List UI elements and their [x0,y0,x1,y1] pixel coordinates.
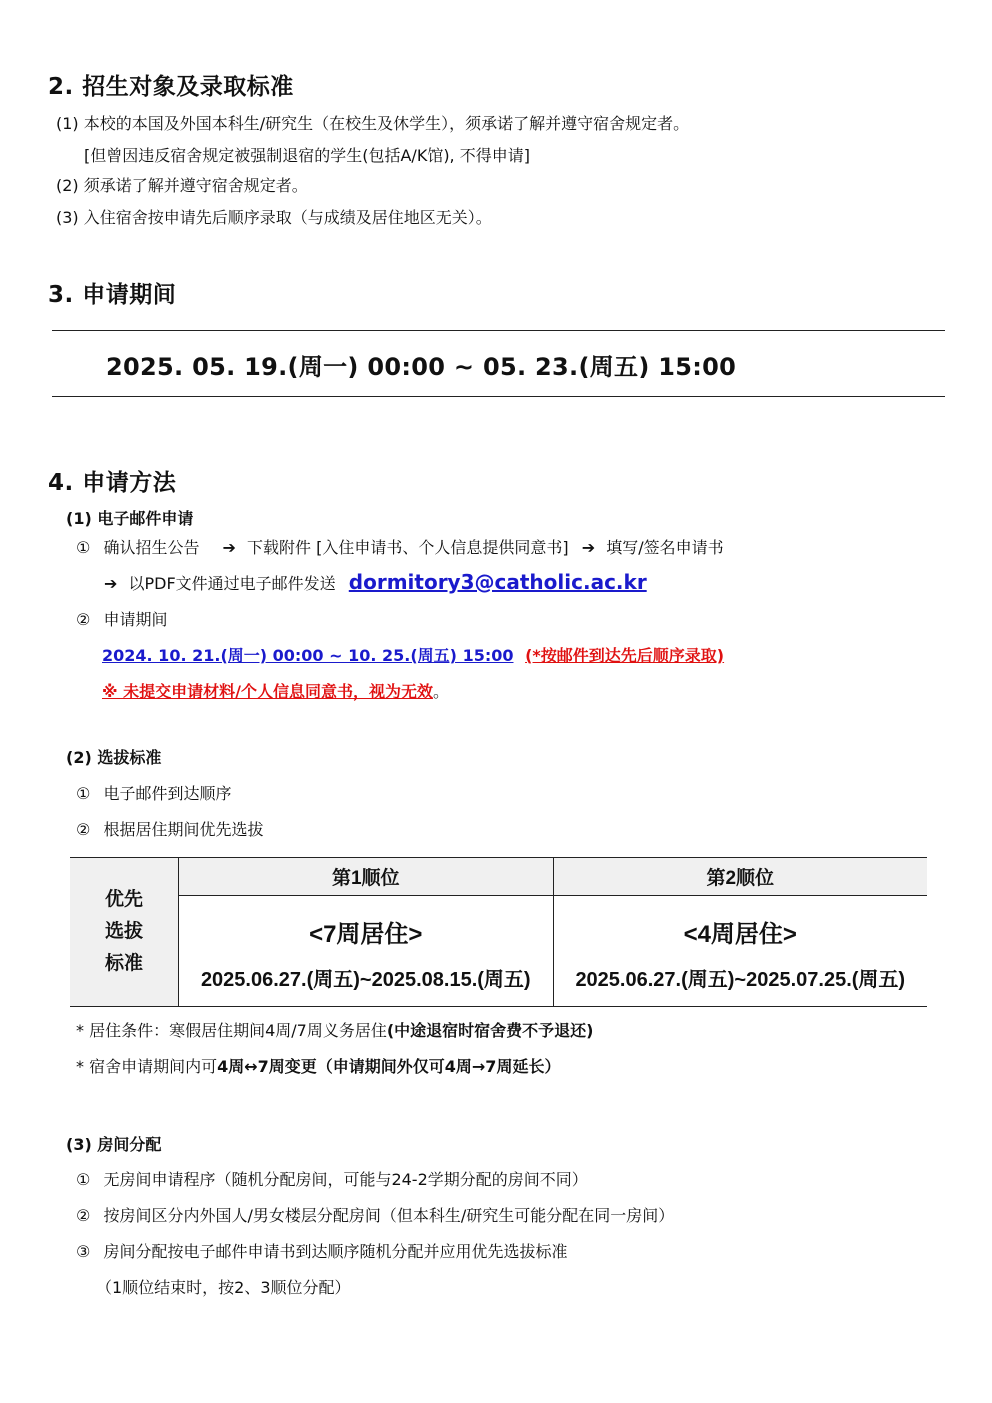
room-item-2-text: 按房间区分内外国人/男女楼层分配房间（但本科生/研究生可能分配在同一房间） [103,1206,675,1225]
room-item-3 [76,1239,567,1262]
arrow-right-icon: ➔ [581,538,596,557]
email-link[interactable]: dormitory3@catholic.ac.kr [348,570,647,594]
step-1-send-row [104,570,647,594]
email-application-period: 2024. 10. 21.(周一) 00:00 ~ 10. 25.(周五) 15:00 [102,646,514,665]
arrow-right-icon: ➔ [222,538,236,557]
first-come-note: (*按邮件到达先后顺序录取) [525,646,725,665]
section-2-item-3: (3) 入住宿舍按申请先后顺序录取（与成绩及居住地区无关）。 [56,208,492,227]
residence-condition-text: * 居住条件：寒假居住期间4周/7周义务居住 [76,1021,387,1040]
circled-number-3: ③ [76,1242,91,1261]
row-header-line: 优先 [104,889,143,910]
four-week-label: <4周居住> [683,921,797,948]
first-priority-cell [179,896,554,1007]
email-application-period-row [102,643,724,666]
step-download-attachments: 下载附件 [入住申请书、个人信息提供同意书] [247,538,569,557]
circled-number-2: ② [76,820,91,839]
step-2-label: 申请期间 [103,610,168,629]
room-item-3-text: 房间分配按电子邮件申请书到达顺序随机分配并应用优先选拔标准 [103,1242,568,1261]
selection-item-1-text: 电子邮件到达顺序 [103,784,232,803]
circled-number-2: ② [76,610,91,629]
period-bottom-rule [52,396,945,397]
four-week-dates: 2025.06.27.(周五)~2025.07.25.(周五) [575,969,906,991]
row-header-line: 标准 [104,953,143,974]
room-assignment-subtitle: (3) 房间分配 [66,1135,162,1154]
second-priority-header: 第2顺位 [553,858,927,896]
step-send-pdf-email: 以PDF文件通过电子邮件发送 [128,574,336,593]
section-4-title: 4. 申请方法 [48,470,177,496]
first-priority-header: 第1顺位 [179,858,554,896]
arrow-right-icon: ➔ [104,574,118,593]
selection-criteria-subtitle: (2) 选拔标准 [66,748,162,767]
section-2-item-1: (1) 本校的本国及外国本科生/研究生（在校生及休学生），须承诺了解并遵守宿舍规定者。 [56,114,690,133]
step-confirm-notice: 确认招生公告 [103,538,200,557]
seven-week-label: <7周居住> [309,921,423,948]
room-item-2 [76,1203,674,1226]
row-header-line: 选拔 [104,921,143,942]
step-1-row [76,535,724,558]
application-period: 2025. 05. 19.(周一) 00:00 ~ 05. 23.(周五) 15:00 [106,353,737,381]
second-priority-cell [553,896,927,1007]
section-3-title: 3. 申请期间 [48,282,177,308]
circled-number-1: ① [76,784,91,803]
circled-number-1: ① [76,1170,91,1189]
circled-number-2: ② [76,1206,91,1225]
selection-item-2-text: 根据居住期间优先选拔 [103,820,264,839]
warning-row [102,679,449,702]
section-2-title: 2. 招生对象及录取标准 [48,74,294,100]
seven-week-dates: 2025.06.27.(周五)~2025.08.15.(周五) [200,969,531,991]
priority-row-header [70,858,179,1007]
residence-condition-note [76,1018,593,1041]
selection-item-1 [76,781,231,804]
email-application-subtitle: (1) 电子邮件申请 [66,509,194,528]
period-top-rule [52,330,945,331]
room-item-1-text: 无房间申请程序（随机分配房间，可能与24-2学期分配的房间不同） [103,1170,588,1189]
circled-number-1: ① [76,538,91,557]
selection-item-2 [76,817,263,840]
change-period-text: * 宿舍申请期间内可 [76,1057,218,1076]
section-2-item-1-note: [但曾因违反宿舍规定被强制退宿的学生(包括A/K馆), 不得申请] [84,146,530,165]
step-2-row [76,607,167,630]
priority-table [70,857,927,1007]
no-refund-note: (中途退宿时宿舍费不予退还) [386,1021,594,1040]
section-2-item-2: (2) 须承诺了解并遵守宿舍规定者。 [56,176,308,195]
invalid-warning: ※ 未提交申请材料/个人信息同意书，视为无效 [102,682,433,701]
change-period-note [76,1054,560,1077]
step-fill-sign-form: 填写/签名申请书 [606,538,724,557]
change-period-bold: 4周↔7周变更（申请期间外仅可4周→7周延长） [217,1057,561,1076]
room-item-3-note: （1顺位结束时，按2、3顺位分配） [96,1278,351,1297]
warning-period: 。 [432,682,449,701]
room-item-1 [76,1167,588,1190]
